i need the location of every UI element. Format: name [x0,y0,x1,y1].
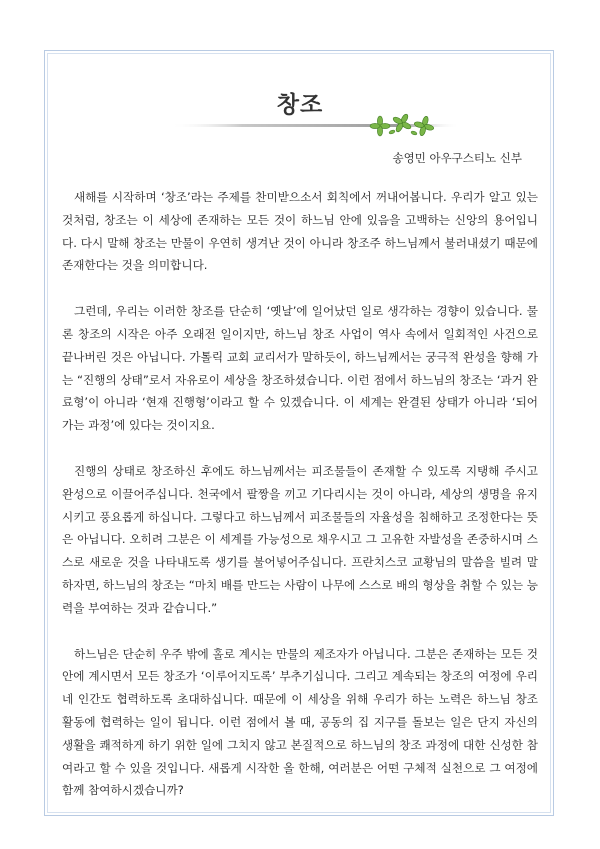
author-byline: 송영민 아우구스티노 신부 [392,151,522,165]
paragraph: 새해를 시작하며 ‘창조’라는 주제를 찬미받으소서 회칙에서 꺼내어봅니다. 우리가 알고 있는 것처럼, 창조는 이 세상에 존재하는 모든 것이 하느님 안에 있음을 고백하는 신앙의 용어입니다. 다시 말해 창조는 만물이 우연히 생겨난 것이 아니라 창조주 하느님께서 불러내셨기 때문에 존재한다는 것을 의미합니다. [62,190,538,273]
article-body [62,186,538,825]
paragraph: 하느님은 단순히 우주 밖에 홀로 계시는 만물의 제조자가 아닙니다. 그분은 존재하는 모든 것 안에 계시면서 모든 창조가 ‘이루어지도록’ 부추기십니다. 그리고 계속되는 창조의 여정에 우리네 인간도 협력하도록 초대하십니다. 때문에 이 세상을 위해 우리가 하는 노력은 하느님 창조 활동에 협력하는 일이 됩니다. 이런 점에서 볼 때, 공동의 집 지구를 돌보는 일은 단지 자신의 생활을 쾌적하게 하기 위한 일에 그치지 않고 본질적으로 하느님의 창조 과정에 대한 신성한 참여라고 할 수 있을 것입니다. 새롭게 시작한 올 한해, 여러분은 어떤 구체적 실천으로 그 여정에 함께 참여하시겠습니까? [62,646,538,798]
document-title: 창조 [276,92,324,118]
leaf-ornament [170,112,460,138]
paragraph: 그런데, 우리는 이러한 창조를 단순히 ‘옛날’에 일어났던 일로 생각하는 경향이 있습니다. 물론 창조의 시작은 아주 오래전 일이지만, 하느님 창조 사업이 역사 속에서 일회적인 사건으로 끝나버린 것은 아닙니다. 가톨릭 교회 교리서가 말하듯이, 하느님께서는 궁극적 완성을 향해 가는 “진행의 상태”로서 자유로이 세상을 창조하셨습니다. 이런 점에서 하느님의 창조는 ‘과거 완료형’이 아니라 ‘현재 진행형’이라고 할 수 있겠습니다. 이 세계는 완결된 상태가 아니라 ‘되어가는 과정’에 있다는 것이지요. [62,304,538,433]
paragraph: 진행의 상태로 창조하신 후에도 하느님께서는 피조물들이 존재할 수 있도록 지탱해 주시고 완성으로 이끌어주십니다. 천국에서 팔짱을 끼고 기다리시는 것이 아니라, 세상의 생명을 유지시키고 풍요롭게 하십니다. 그렇다고 하느님께서 피조물들의 자율성을 침해하고 조정한다는 뜻은 아닙니다. 오히려 그분은 이 세계를 가능성으로 채우시고 그 고유한 자발성을 존중하시며 스스로 새로운 것을 나타내도록 생기를 불어넣어주십니다. 프란치스코 교황님의 말씀을 빌려 말하자면, 하느님의 창조는 “마치 배를 만드는 사람이 나무에 스스로 배의 형상을 취할 수 있는 능력을 부여하는 것과 같습니다.” [62,463,538,615]
